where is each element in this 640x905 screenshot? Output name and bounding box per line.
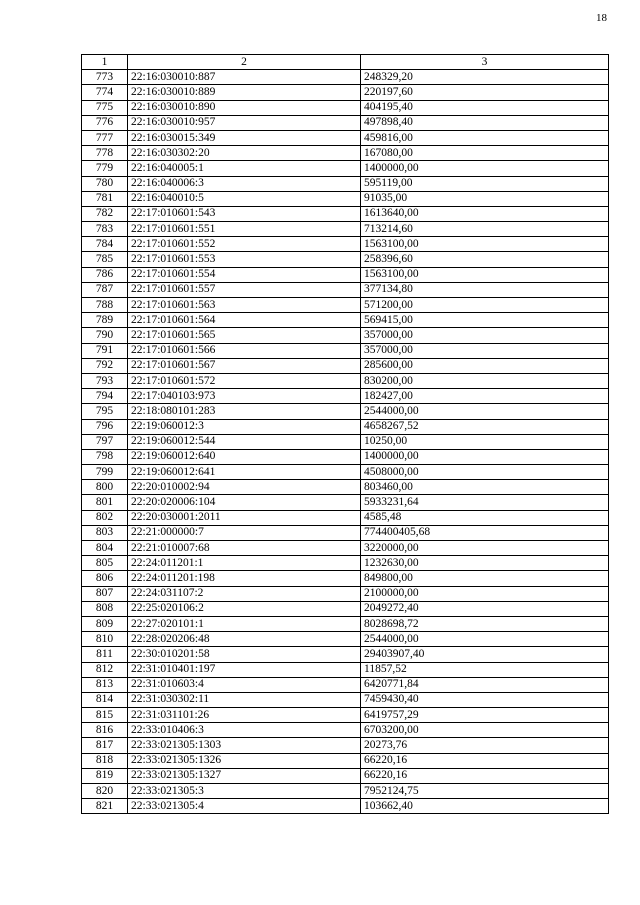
table-row bbox=[82, 313, 609, 328]
table-row bbox=[82, 130, 609, 145]
row-number-cell: 811 bbox=[82, 647, 128, 662]
cadastral-number-cell: 22:31:031101:26 bbox=[128, 708, 361, 723]
value-cell: 803460,00 bbox=[361, 480, 609, 495]
table-row bbox=[82, 176, 609, 191]
row-number-cell: 777 bbox=[82, 130, 128, 145]
table-row bbox=[82, 571, 609, 586]
cadastral-number-cell: 22:33:021305:1326 bbox=[128, 753, 361, 768]
row-number-cell: 804 bbox=[82, 541, 128, 556]
value-cell: 459816,00 bbox=[361, 130, 609, 145]
page-number: 18 bbox=[596, 12, 607, 24]
cadastral-number-cell: 22:17:010601:552 bbox=[128, 237, 361, 252]
cadastral-number-cell: 22:28:020206:48 bbox=[128, 632, 361, 647]
value-cell: 4658267,52 bbox=[361, 419, 609, 434]
value-cell: 10250,00 bbox=[361, 434, 609, 449]
value-cell: 167080,00 bbox=[361, 146, 609, 161]
row-number-cell: 821 bbox=[82, 799, 128, 814]
table-row bbox=[82, 298, 609, 313]
row-number-cell: 812 bbox=[82, 662, 128, 677]
value-cell: 4585,48 bbox=[361, 510, 609, 525]
value-cell: 182427,00 bbox=[361, 389, 609, 404]
row-number-cell: 808 bbox=[82, 601, 128, 616]
table-row bbox=[82, 525, 609, 540]
value-cell: 774400405,68 bbox=[361, 525, 609, 540]
row-number-cell: 783 bbox=[82, 222, 128, 237]
value-cell: 220197,60 bbox=[361, 85, 609, 100]
table-row bbox=[82, 222, 609, 237]
cadastral-number-cell: 22:16:030010:890 bbox=[128, 100, 361, 115]
table-row bbox=[82, 85, 609, 100]
value-cell: 1400000,00 bbox=[361, 449, 609, 464]
value-cell: 497898,40 bbox=[361, 115, 609, 130]
cadastral-number-cell: 22:17:010601:543 bbox=[128, 206, 361, 221]
value-cell: 285600,00 bbox=[361, 358, 609, 373]
value-cell: 713214,60 bbox=[361, 222, 609, 237]
value-cell: 1563100,00 bbox=[361, 237, 609, 252]
cadastral-number-cell: 22:24:011201:1 bbox=[128, 556, 361, 571]
value-cell: 357000,00 bbox=[361, 343, 609, 358]
row-number-cell: 793 bbox=[82, 373, 128, 388]
table-row bbox=[82, 419, 609, 434]
table-row bbox=[82, 708, 609, 723]
table-row bbox=[82, 100, 609, 115]
table-row bbox=[82, 282, 609, 297]
table-row bbox=[82, 146, 609, 161]
value-cell: 377134,80 bbox=[361, 282, 609, 297]
table-row bbox=[82, 358, 609, 373]
table-row bbox=[82, 465, 609, 480]
cadastral-number-cell: 22:19:060012:3 bbox=[128, 419, 361, 434]
table-row bbox=[82, 373, 609, 388]
cadastral-number-cell: 22:17:010601:564 bbox=[128, 313, 361, 328]
cadastral-number-cell: 22:31:010401:197 bbox=[128, 662, 361, 677]
row-number-cell: 791 bbox=[82, 343, 128, 358]
value-cell: 66220,16 bbox=[361, 753, 609, 768]
value-cell: 11857,52 bbox=[361, 662, 609, 677]
value-cell: 5933231,64 bbox=[361, 495, 609, 510]
table-row bbox=[82, 206, 609, 221]
column-header-3: 3 bbox=[361, 55, 609, 70]
value-cell: 2544000,00 bbox=[361, 632, 609, 647]
value-cell: 2049272,40 bbox=[361, 601, 609, 616]
cadastral-number-cell: 22:16:040006:3 bbox=[128, 176, 361, 191]
table-body bbox=[82, 70, 609, 814]
row-number-cell: 818 bbox=[82, 753, 128, 768]
row-number-cell: 787 bbox=[82, 282, 128, 297]
row-number-cell: 773 bbox=[82, 70, 128, 85]
table-row bbox=[82, 161, 609, 176]
table-row bbox=[82, 343, 609, 358]
cadastral-number-cell: 22:16:030010:889 bbox=[128, 85, 361, 100]
cadastral-number-cell: 22:17:010601:563 bbox=[128, 298, 361, 313]
table-row bbox=[82, 434, 609, 449]
row-number-cell: 794 bbox=[82, 389, 128, 404]
cadastral-number-cell: 22:19:060012:544 bbox=[128, 434, 361, 449]
row-number-cell: 805 bbox=[82, 556, 128, 571]
column-header-2: 2 bbox=[128, 55, 361, 70]
row-number-cell: 776 bbox=[82, 115, 128, 130]
row-number-cell: 778 bbox=[82, 146, 128, 161]
value-cell: 6703200,00 bbox=[361, 723, 609, 738]
value-cell: 8028698,72 bbox=[361, 616, 609, 631]
row-number-cell: 792 bbox=[82, 358, 128, 373]
cadastral-number-cell: 22:31:010603:4 bbox=[128, 677, 361, 692]
value-cell: 849800,00 bbox=[361, 571, 609, 586]
cadastral-number-cell: 22:17:010601:565 bbox=[128, 328, 361, 343]
table-row bbox=[82, 328, 609, 343]
cadastral-number-cell: 22:16:030302:20 bbox=[128, 146, 361, 161]
table-row bbox=[82, 510, 609, 525]
cadastral-number-cell: 22:16:040010:5 bbox=[128, 191, 361, 206]
value-cell: 20273,76 bbox=[361, 738, 609, 753]
row-number-cell: 789 bbox=[82, 313, 128, 328]
cadastral-number-cell: 22:16:040005:1 bbox=[128, 161, 361, 176]
cadastral-number-cell: 22:17:040103:973 bbox=[128, 389, 361, 404]
value-cell: 830200,00 bbox=[361, 373, 609, 388]
table-header-row bbox=[82, 55, 609, 70]
table-row bbox=[82, 389, 609, 404]
table-row bbox=[82, 662, 609, 677]
table-row bbox=[82, 753, 609, 768]
cadastral-number-cell: 22:17:010601:566 bbox=[128, 343, 361, 358]
table-row bbox=[82, 647, 609, 662]
row-number-cell: 795 bbox=[82, 404, 128, 419]
row-number-cell: 798 bbox=[82, 449, 128, 464]
cadastral-number-cell: 22:33:021305:4 bbox=[128, 799, 361, 814]
cadastral-value-table bbox=[81, 54, 609, 814]
cadastral-number-cell: 22:33:021305:3 bbox=[128, 784, 361, 799]
value-cell: 66220,16 bbox=[361, 768, 609, 783]
row-number-cell: 819 bbox=[82, 768, 128, 783]
cadastral-number-cell: 22:17:010601:572 bbox=[128, 373, 361, 388]
column-header-1: 1 bbox=[82, 55, 128, 70]
cadastral-number-cell: 22:33:021305:1303 bbox=[128, 738, 361, 753]
value-cell: 91035,00 bbox=[361, 191, 609, 206]
value-cell: 6420771,84 bbox=[361, 677, 609, 692]
table-row bbox=[82, 677, 609, 692]
row-number-cell: 782 bbox=[82, 206, 128, 221]
value-cell: 1400000,00 bbox=[361, 161, 609, 176]
cadastral-number-cell: 22:24:011201:198 bbox=[128, 571, 361, 586]
row-number-cell: 799 bbox=[82, 465, 128, 480]
value-cell: 357000,00 bbox=[361, 328, 609, 343]
row-number-cell: 802 bbox=[82, 510, 128, 525]
table-row bbox=[82, 480, 609, 495]
table-row bbox=[82, 799, 609, 814]
value-cell: 4508000,00 bbox=[361, 465, 609, 480]
table-row bbox=[82, 586, 609, 601]
cadastral-number-cell: 22:20:030001:2011 bbox=[128, 510, 361, 525]
cadastral-number-cell: 22:17:010601:551 bbox=[128, 222, 361, 237]
value-cell: 1613640,00 bbox=[361, 206, 609, 221]
row-number-cell: 814 bbox=[82, 692, 128, 707]
cadastral-number-cell: 22:20:020006:104 bbox=[128, 495, 361, 510]
cadastral-number-cell: 22:21:010007:68 bbox=[128, 541, 361, 556]
table-row bbox=[82, 70, 609, 85]
row-number-cell: 779 bbox=[82, 161, 128, 176]
value-cell: 6419757,29 bbox=[361, 708, 609, 723]
row-number-cell: 807 bbox=[82, 586, 128, 601]
table-row bbox=[82, 541, 609, 556]
cadastral-number-cell: 22:19:060012:641 bbox=[128, 465, 361, 480]
table-row bbox=[82, 768, 609, 783]
row-number-cell: 790 bbox=[82, 328, 128, 343]
cadastral-number-cell: 22:18:080101:283 bbox=[128, 404, 361, 419]
value-cell: 1563100,00 bbox=[361, 267, 609, 282]
cadastral-number-cell: 22:31:030302:11 bbox=[128, 692, 361, 707]
value-cell: 2100000,00 bbox=[361, 586, 609, 601]
cadastral-number-cell: 22:33:021305:1327 bbox=[128, 768, 361, 783]
row-number-cell: 780 bbox=[82, 176, 128, 191]
table-row bbox=[82, 556, 609, 571]
cadastral-number-cell: 22:27:020101:1 bbox=[128, 616, 361, 631]
value-cell: 3220000,00 bbox=[361, 541, 609, 556]
cadastral-number-cell: 22:17:010601:567 bbox=[128, 358, 361, 373]
cadastral-number-cell: 22:17:010601:553 bbox=[128, 252, 361, 267]
table-row bbox=[82, 191, 609, 206]
cadastral-number-cell: 22:16:030010:957 bbox=[128, 115, 361, 130]
row-number-cell: 801 bbox=[82, 495, 128, 510]
cadastral-number-cell: 22:24:031107:2 bbox=[128, 586, 361, 601]
row-number-cell: 785 bbox=[82, 252, 128, 267]
table-row bbox=[82, 449, 609, 464]
row-number-cell: 784 bbox=[82, 237, 128, 252]
row-number-cell: 815 bbox=[82, 708, 128, 723]
row-number-cell: 813 bbox=[82, 677, 128, 692]
value-cell: 1232630,00 bbox=[361, 556, 609, 571]
value-cell: 103662,40 bbox=[361, 799, 609, 814]
cadastral-number-cell: 22:30:010201:58 bbox=[128, 647, 361, 662]
value-cell: 7952124,75 bbox=[361, 784, 609, 799]
row-number-cell: 797 bbox=[82, 434, 128, 449]
cadastral-number-cell: 22:16:030010:887 bbox=[128, 70, 361, 85]
value-cell: 571200,00 bbox=[361, 298, 609, 313]
value-cell: 569415,00 bbox=[361, 313, 609, 328]
cadastral-number-cell: 22:16:030015:349 bbox=[128, 130, 361, 145]
value-cell: 595119,00 bbox=[361, 176, 609, 191]
table-row bbox=[82, 632, 609, 647]
table-row bbox=[82, 237, 609, 252]
table-row bbox=[82, 784, 609, 799]
row-number-cell: 800 bbox=[82, 480, 128, 495]
value-cell: 248329,20 bbox=[361, 70, 609, 85]
table-row bbox=[82, 601, 609, 616]
table-row bbox=[82, 723, 609, 738]
row-number-cell: 816 bbox=[82, 723, 128, 738]
cadastral-number-cell: 22:17:010601:557 bbox=[128, 282, 361, 297]
table-row bbox=[82, 738, 609, 753]
row-number-cell: 786 bbox=[82, 267, 128, 282]
value-cell: 7459430,40 bbox=[361, 692, 609, 707]
row-number-cell: 806 bbox=[82, 571, 128, 586]
cadastral-number-cell: 22:20:010002:94 bbox=[128, 480, 361, 495]
table-row bbox=[82, 495, 609, 510]
value-cell: 2544000,00 bbox=[361, 404, 609, 419]
cadastral-number-cell: 22:17:010601:554 bbox=[128, 267, 361, 282]
table-row bbox=[82, 616, 609, 631]
table-row bbox=[82, 692, 609, 707]
row-number-cell: 810 bbox=[82, 632, 128, 647]
row-number-cell: 775 bbox=[82, 100, 128, 115]
cadastral-number-cell: 22:33:010406:3 bbox=[128, 723, 361, 738]
row-number-cell: 817 bbox=[82, 738, 128, 753]
value-cell: 258396,60 bbox=[361, 252, 609, 267]
row-number-cell: 788 bbox=[82, 298, 128, 313]
table-row bbox=[82, 267, 609, 282]
row-number-cell: 820 bbox=[82, 784, 128, 799]
row-number-cell: 781 bbox=[82, 191, 128, 206]
value-cell: 29403907,40 bbox=[361, 647, 609, 662]
table-row bbox=[82, 252, 609, 267]
row-number-cell: 803 bbox=[82, 525, 128, 540]
table-row bbox=[82, 115, 609, 130]
row-number-cell: 796 bbox=[82, 419, 128, 434]
table-row bbox=[82, 404, 609, 419]
cadastral-number-cell: 22:19:060012:640 bbox=[128, 449, 361, 464]
row-number-cell: 774 bbox=[82, 85, 128, 100]
row-number-cell: 809 bbox=[82, 616, 128, 631]
cadastral-number-cell: 22:21:000000:7 bbox=[128, 525, 361, 540]
value-cell: 404195,40 bbox=[361, 100, 609, 115]
cadastral-number-cell: 22:25:020106:2 bbox=[128, 601, 361, 616]
